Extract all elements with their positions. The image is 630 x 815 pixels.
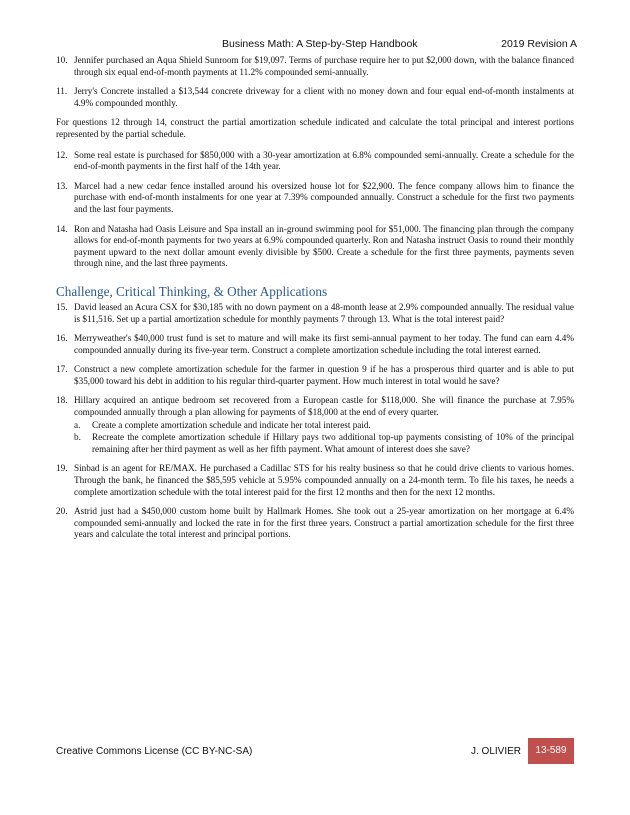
revision-label: 2019 Revision A xyxy=(501,38,577,50)
question-text: David leased an Acura CSX for $30,185 with no down payment on a 48-month lease at 2.9% compounded annually. The residual value is $11,516. Set up a partial amortization schedule for monthly payments 7 through 13. What is the total interest paid? xyxy=(74,301,574,324)
question-text: Ron and Natasha had Oasis Leisure and Spa install an in-ground swimming pool for $51,000. The financing plan through the company allows for end-of-month payments for two years at 6.9% compounded quarterly. Ron and Natasha instruct Oasis to round their monthly payment upward to the next dollar amount evenly divisible by $500. Create a schedule for the first three payments, payments seven through nine, and the last three payments. xyxy=(74,223,574,269)
question-number: 15. xyxy=(56,301,68,312)
question-text: Merryweather's $40,000 trust fund is set to mature and will make its first semi-annual payment to her today. The fund can earn 4.4% compounded annually during its five-year term. Construct a complete amortization schedule including the total interest earned. xyxy=(74,333,574,355)
page-content xyxy=(56,55,574,549)
question-18 xyxy=(56,395,574,455)
license-text: Creative Commons License (CC BY-NC-SA) xyxy=(56,746,253,757)
question-text: Some real estate is purchased for $850,000 with a 30-year amortization at 6.8% compounded semi-annually. Create a schedule for the end-of-month payments in the first half of the 14th year. xyxy=(74,149,574,172)
sub-question-a xyxy=(74,420,574,432)
sub-question-text: Recreate the complete amortization schedule if Hillary pays two additional top-up payments consisting of 10% of the principal remaining after her third payment as well as her fifth payment. What amount of interest does she save? xyxy=(92,432,574,454)
question-text: Hillary acquired an antique bedroom set recovered from a European castle for $118,000. She will finance the purchase at 7.95% compounded annually through a plan allowing for payments of $18,000 at the end of every quarter. xyxy=(74,395,574,418)
question-number: 16. xyxy=(56,333,68,344)
question-number: 10. xyxy=(56,55,68,65)
question-11 xyxy=(56,86,574,109)
section-heading: Challenge, Critical Thinking, & Other Applications xyxy=(56,283,328,299)
question-text: Astrid just had a $450,000 custom home built by Hallmark Homes. She took out a 25-year amortization on her mortgage at 6.4% compounded semi-annually and locked the rate in for the first three years. Construct a partial amortization schedule for the first three years and calculate the total interest and principal portions. xyxy=(74,506,574,540)
sub-question-label: a. xyxy=(74,419,81,430)
question-number: 13. xyxy=(56,180,68,191)
question-number: 11. xyxy=(56,86,68,97)
question-text: Construct a new complete amortization schedule for the farmer in question 9 if he has a prosperous third quarter and is able to put $35,000 toward his debt in addition to his regular third-quarter payment. How much interest in total would he save? xyxy=(74,364,574,386)
question-text: Jennifer purchased an Aqua Shield Sunroom for $19,097. Terms of purchase require her to put $2,000 down, with the balance financed through six equal end-of-month payments at 11.2% compounded semi-annually. xyxy=(74,55,574,77)
question-17 xyxy=(56,364,574,387)
question-number: 18. xyxy=(56,395,68,406)
question-number: 20. xyxy=(56,506,68,517)
question-10 xyxy=(56,55,574,78)
page-footer xyxy=(0,738,630,764)
question-19 xyxy=(56,463,574,498)
sub-question-b xyxy=(74,432,574,455)
sub-question-text: Create a complete amortization schedule and indicate her total interest paid. xyxy=(92,419,371,430)
question-text: Marcel had a new cedar fence installed around his oversized house lot for $22,900. The fence company allows him to finance the purchase with end-of-month instalments for one year at 7.39% compounded annually. Construct a schedule for the first two payments and the last four payments. xyxy=(74,180,574,214)
question-number: 14. xyxy=(56,223,68,234)
question-number: 19. xyxy=(56,463,68,474)
page-number-badge: 13-589 xyxy=(528,738,574,764)
question-15 xyxy=(56,302,574,325)
question-16 xyxy=(56,333,574,356)
question-13 xyxy=(56,181,574,216)
sub-question-label: b. xyxy=(74,432,81,443)
question-text: Sinbad is an agent for RE/MAX. He purchased a Cadillac STS for his realty business so that he could drive clients to various homes. Through the bank, he financed the $85,595 vehicle at 5.95% compounded annually on a 24-month term. To file his taxes, he needs a complete amortization schedule with the total interest paid for the first 12 months and then for the next 12 months. xyxy=(74,463,574,497)
question-14 xyxy=(56,224,574,270)
author-name: J. OLIVIER xyxy=(471,746,522,757)
book-title: Business Math: A Step-by-Step Handbook xyxy=(222,38,418,50)
question-12 xyxy=(56,150,574,173)
question-text: Jerry's Concrete installed a $13,544 concrete driveway for a client with no money down and four equal end-of-month instalments at 4.9% compounded monthly. xyxy=(74,86,574,108)
question-number: 17. xyxy=(56,364,68,375)
question-20 xyxy=(56,506,574,541)
instruction-paragraph: For questions 12 through 14, construct the partial amortization schedule indicated and calculate the total principal and interest portions represented by the partial schedule. xyxy=(56,117,574,139)
question-number: 12. xyxy=(56,149,68,160)
page-header xyxy=(0,38,630,52)
